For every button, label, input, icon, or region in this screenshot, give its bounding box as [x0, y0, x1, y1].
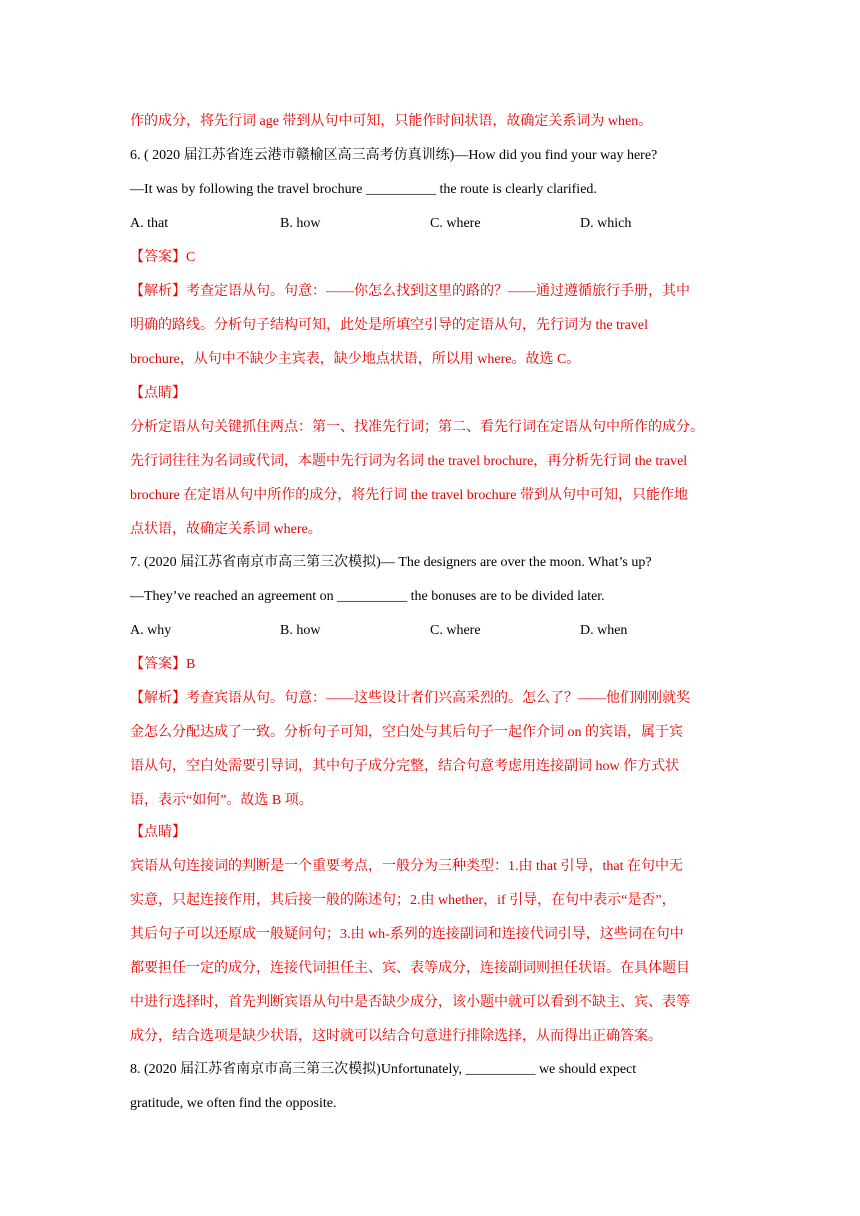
q8-stem-line1: 8. (2020 届江苏省南京市高三第三次模拟)Unfortunately, __________ we should expect	[130, 1062, 637, 1077]
q6-stem-line2: —It was by following the travel brochure __________ the route is clearly clarified.	[130, 182, 597, 197]
q6-tip-line: 先行词往往为名词或代词，本题中先行词为名词 the travel brochure，再分析先行词 the travel	[130, 454, 688, 469]
q7-tip-line: 宾语从句连接词的判断是一个重要考点，一般分为三种类型：1.由 that 引导，that 在句中无	[130, 859, 683, 874]
q6-analysis-line: 明确的路线。分析句子结构可知，此处是所填空引导的定语从句，先行词为 the travel	[130, 318, 648, 333]
q7-tip-line: 中进行选择时，首先判断宾语从句中是否缺少成分，该小题中就可以看到不缺主、宾、表等	[130, 995, 690, 1010]
q7-tip-line: 实意，只起连接作用，其后接一般的陈述句；2.由 whether，if 引导，在句中表示“是否”，	[130, 893, 676, 908]
q6-tip-line: brochure 在定语从句中所作的成分，将先行词 the travel brochure 带到从句中可知，只能作地	[130, 488, 688, 503]
q7-stem-line2: —They’ve reached an agreement on __________ the bonuses are to be divided later.	[130, 589, 605, 604]
q6-tip-line: 点状语，故确定关系词 where。	[130, 522, 322, 537]
q7-analysis-line: 语从句，空白处需要引导词，其中句子成分完整，结合句意考虑用连接副词 how 作方式状	[130, 759, 680, 774]
q6-tip-line: 分析定语从句关键抓住两点：第一、找准先行词；第二、看先行词在定语从句中所作的成分。	[130, 420, 704, 435]
q8-stem-line2: gratitude, we often find the opposite.	[130, 1096, 337, 1111]
q7-tip-line: 都要担任一定的成分，连接代词担任主、宾、表等成分，连接副词则担任状语。在具体题目	[130, 961, 690, 976]
q7-tip-line: 成分，结合选项是缺少状语，这时就可以结合句意进行排除选择，从而得出正确答案。	[130, 1029, 662, 1044]
q6-analysis-line: brochure，从句中不缺少主宾表，缺少地点状语，所以用 where。故选 C。	[130, 352, 581, 367]
q6-analysis-line: 【解析】考查定语从句。句意：——你怎么找到这里的路的？——通过遵循旅行手册，其中	[130, 284, 690, 299]
q6-option-b: B. how	[280, 216, 321, 231]
q6-option-c: C. where	[430, 216, 481, 231]
q6-answer: 【答案】C	[130, 250, 196, 265]
q6-tip-title: 【点睛】	[130, 386, 186, 401]
q7-tip-line: 其后句子可以还原成一般疑问句；3.由 wh-系列的连接副词和连接代词引导，这些词在句中	[130, 927, 684, 942]
q6-option-a: A. that	[130, 216, 169, 231]
q7-option-d: D. when	[580, 623, 628, 638]
q7-option-a: A. why	[130, 623, 172, 638]
q7-stem-line1: 7. (2020 届江苏省南京市高三第三次模拟)— The designers are over the moon. What’s up?	[130, 555, 652, 570]
q7-option-c: C. where	[430, 623, 481, 638]
q6-option-d: D. which	[580, 216, 632, 231]
q5-analysis-tail: 作的成分，将先行词 age 带到从句中可知，只能作时间状语，故确定关系词为 when。	[130, 114, 653, 129]
q6-stem-line1: 6. ( 2020 届江苏省连云港市赣榆区高三高考仿真训练)—How did you find your way here?	[130, 148, 658, 163]
q7-analysis-line: 【解析】考查宾语从句。句意：——这些设计者们兴高采烈的。怎么了？——他们刚刚就奖	[130, 691, 690, 706]
q7-answer: 【答案】B	[130, 657, 196, 672]
q7-analysis-line: 金怎么分配达成了一致。分析句子可知，空白处与其后句子一起作介词 on 的宾语，属于宾	[130, 725, 683, 740]
q7-option-b: B. how	[280, 623, 321, 638]
q7-tip-title: 【点睛】	[130, 825, 186, 840]
q7-analysis-line: 语，表示“如何”。故选 B 项。	[130, 793, 313, 808]
